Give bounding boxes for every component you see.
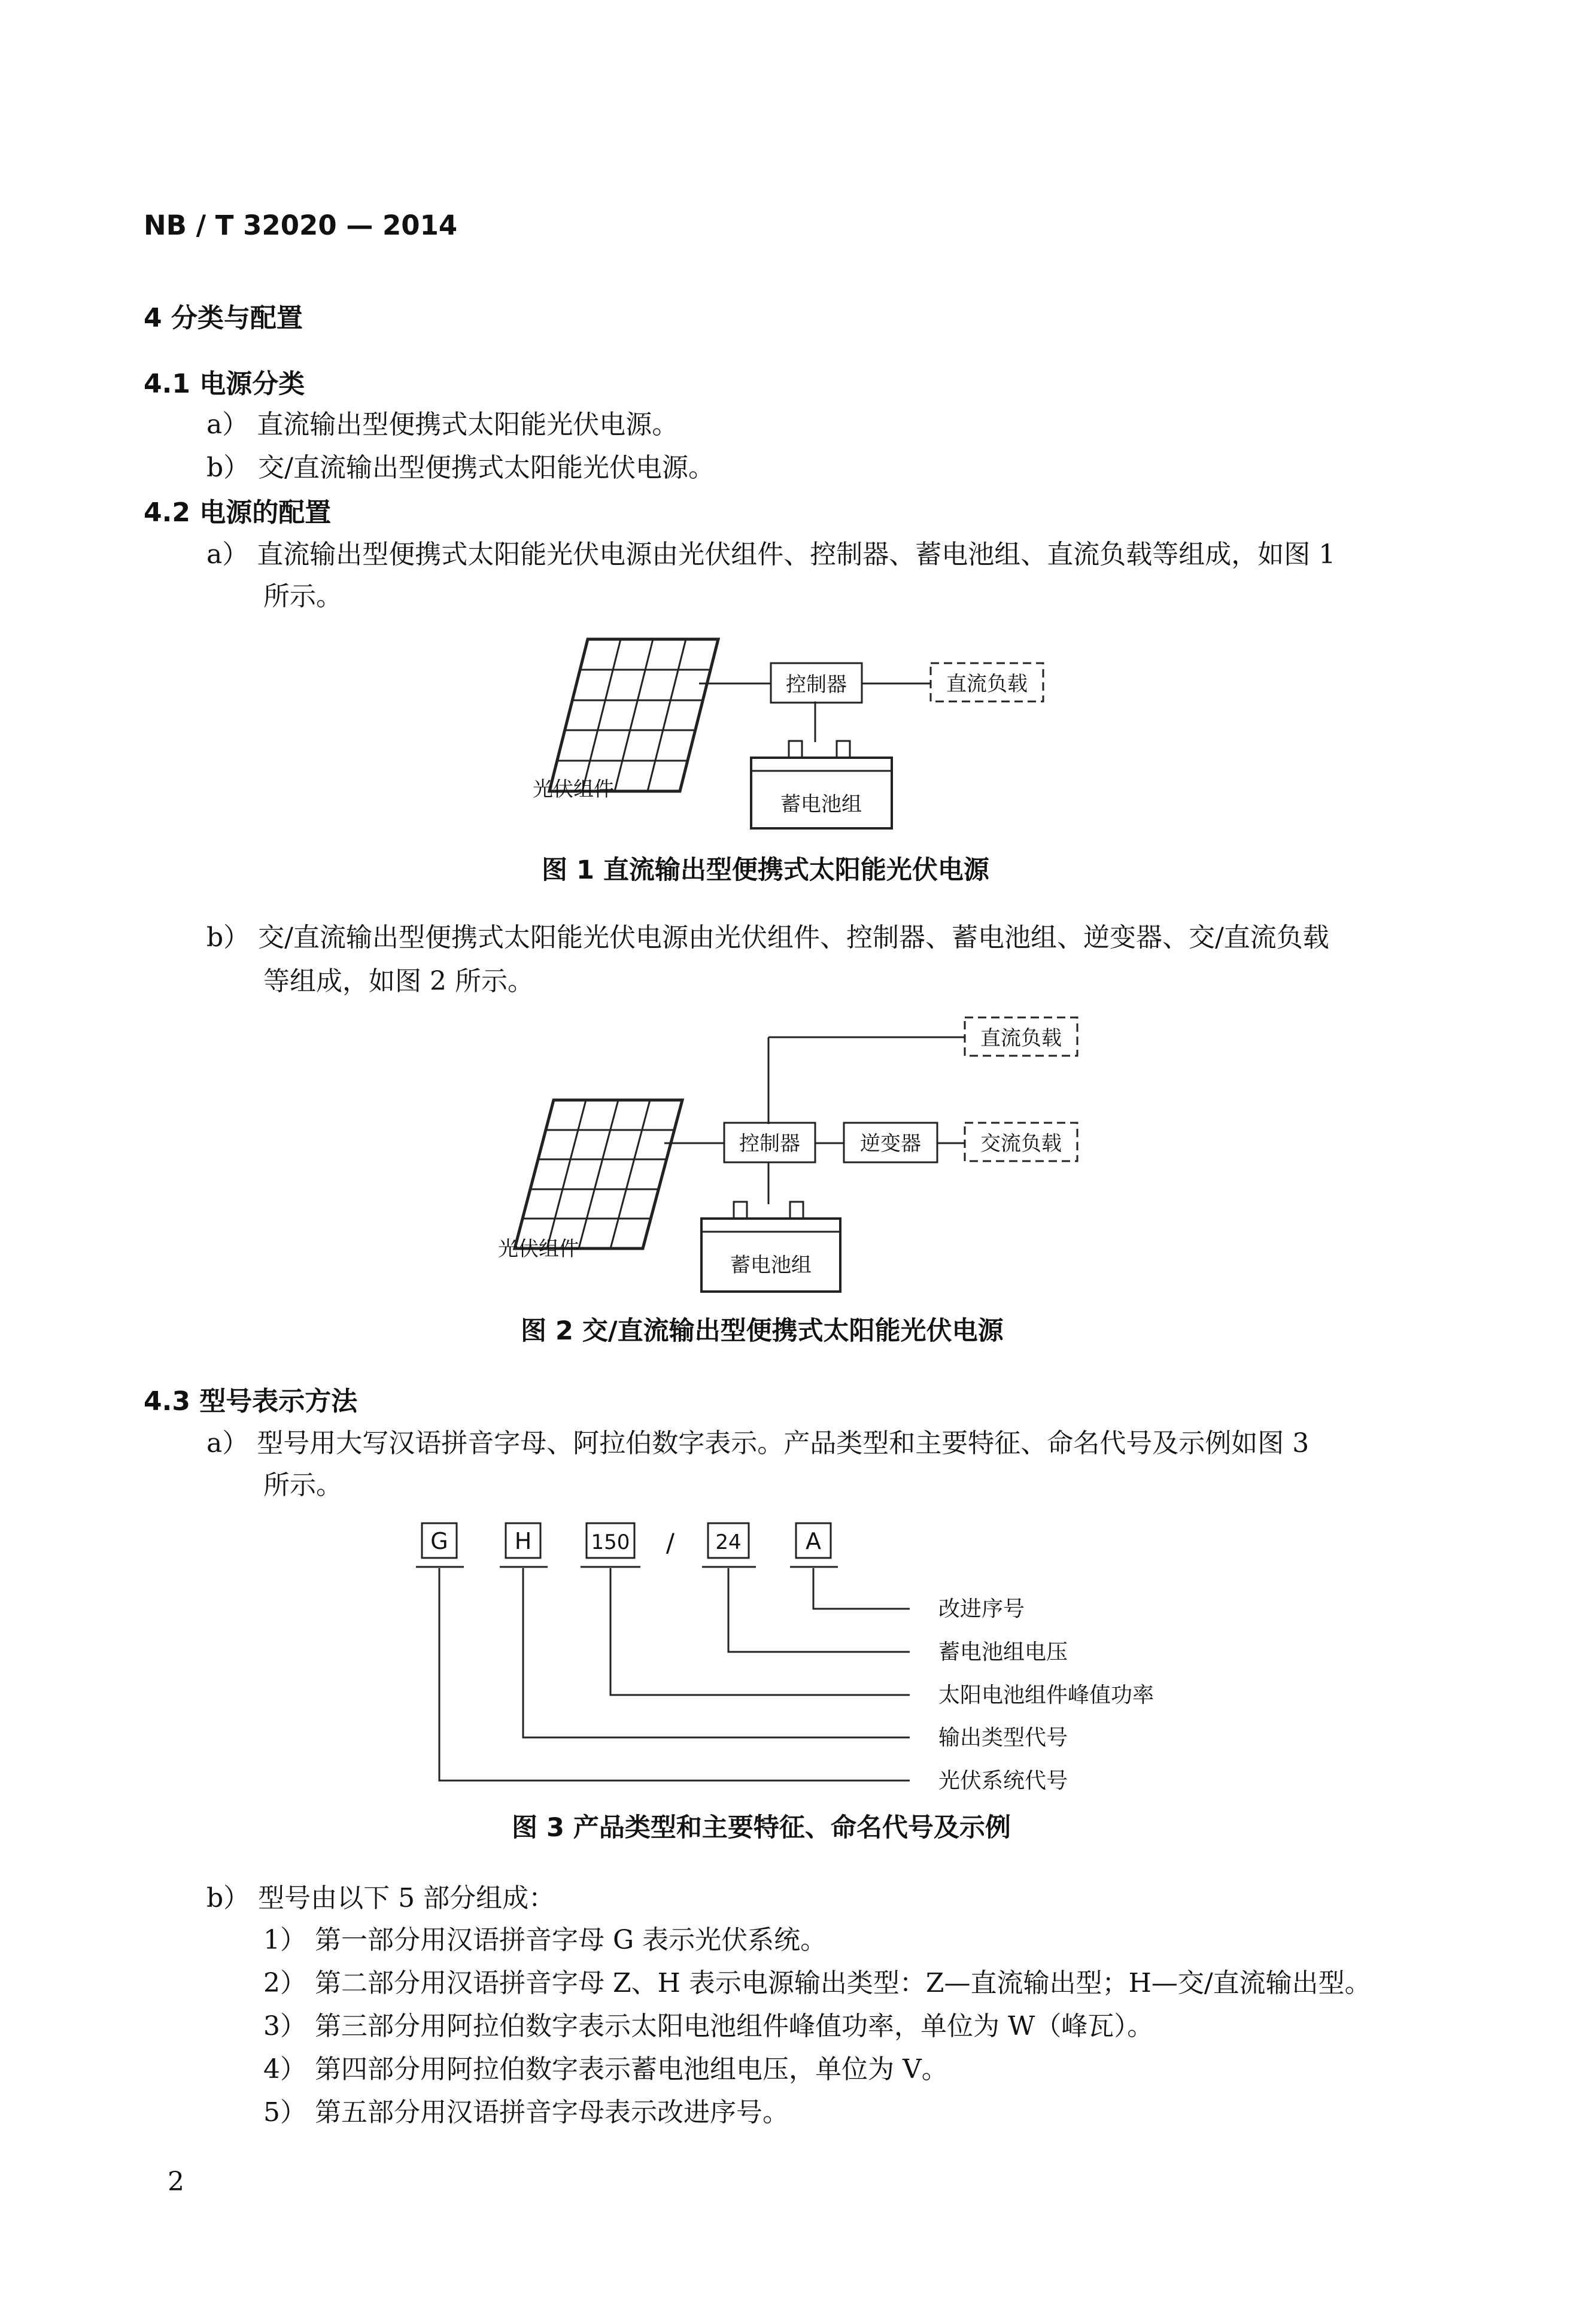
item-4-2-b-line2: 等组成，如图 2 所示。 [263,966,534,997]
fig3-box-150-label: 150 [591,1530,630,1554]
fig3-box-h-label: H [514,1528,532,1554]
fig3-label-peak-power: 太阳电池组件峰值功率 [938,1683,1155,1708]
document-code: NB / T 32020 — 2014 [144,209,458,241]
fig1-caption: 图 1 直流输出型便携式太阳能光伏电源 [542,855,989,885]
item-4-1-a: a） 直流输出型便携式太阳能光伏电源。 [206,409,679,440]
fig3-caption: 图 3 产品类型和主要特征、命名代号及示例 [512,1813,1011,1843]
fig1-battery-terminal-neg [789,741,802,758]
fig3-label-improvement: 改进序号 [938,1597,1025,1621]
fig2-battery-terminal-neg [734,1202,747,1219]
fig2-controller-label: 控制器 [739,1132,800,1156]
fig3-label-pv-system: 光伏系统代号 [938,1769,1068,1793]
fig1-controller-label: 控制器 [786,673,847,697]
section-4-title: 4 分类与配置 [144,303,303,333]
fig1-battery-terminal-pos [837,741,850,758]
fig2-pv-panel-icon [515,1100,682,1248]
fig2-caption: 图 2 交/直流输出型便携式太阳能光伏电源 [521,1316,1004,1346]
fig2-battery-label: 蓄电池组 [730,1253,812,1277]
fig3-label-output-type: 输出类型代号 [938,1725,1068,1750]
item-4-3-a-line2: 所示。 [263,1470,342,1500]
fig3-box-a-label: A [806,1528,821,1554]
fig2-dc-load-label: 直流负载 [980,1026,1062,1050]
item-4-3-b-3: 3） 第三部分用阿拉伯数字表示太阳电池组件峰值功率，单位为 W（峰瓦）。 [263,2011,1154,2042]
fig2-ac-load-label: 交流负载 [980,1132,1062,1156]
fig2-battery-terminal-pos [790,1202,803,1219]
fig3-box-24-label: 24 [715,1530,742,1554]
section-4-2-title: 4.2 电源的配置 [144,497,332,528]
fig2-inverter-label: 逆变器 [860,1132,921,1156]
item-4-3-b-2: 2） 第二部分用汉语拼音字母 Z、H 表示电源输出类型：Z—直流输出型；H—交/直流输出型。 [263,1968,1371,1998]
fig3-slash: / [666,1528,675,1557]
fig1-battery-label: 蓄电池组 [780,792,862,816]
fig3-label-battery-voltage: 蓄电池组电压 [938,1640,1068,1664]
item-4-2-a-line2: 所示。 [263,581,342,612]
item-4-3-b-1: 1） 第一部分用汉语拼音字母 G 表示光伏系统。 [263,1925,827,1955]
item-4-2-a-line1: a） 直流输出型便携式太阳能光伏电源由光伏组件、控制器、蓄电池组、直流负载等组成，如图 1 [206,539,1336,570]
section-4-3-title: 4.3 型号表示方法 [144,1386,358,1417]
fig1-pv-panel-icon [549,639,718,791]
fig3-box-g-label: G [430,1528,448,1554]
page-number: 2 [168,2167,184,2197]
item-4-1-b: b） 交/直流输出型便携式太阳能光伏电源。 [206,452,715,483]
fig1-pv-label: 光伏组件 [533,777,614,801]
item-4-3-b-intro: b） 型号由以下 5 部分组成： [206,1883,555,1913]
fig1-dc-load-label: 直流负载 [946,672,1028,696]
item-4-3-b-5: 5） 第五部分用汉语拼音字母表示改进序号。 [263,2097,789,2128]
item-4-3-b-4: 4） 第四部分用阿拉伯数字表示蓄电池组电压，单位为 V。 [263,2054,948,2085]
section-4-1-title: 4.1 电源分类 [144,369,305,399]
item-4-2-b-line1: b） 交/直流输出型便携式太阳能光伏电源由光伏组件、控制器、蓄电池组、逆变器、交/直流负载 [206,922,1329,953]
item-4-3-a-line1: a） 型号用大写汉语拼音字母、阿拉伯数字表示。产品类型和主要特征、命名代号及示例如图 3 [206,1428,1310,1459]
fig2-pv-label: 光伏组件 [498,1237,579,1261]
figure-3 [416,1523,910,1781]
